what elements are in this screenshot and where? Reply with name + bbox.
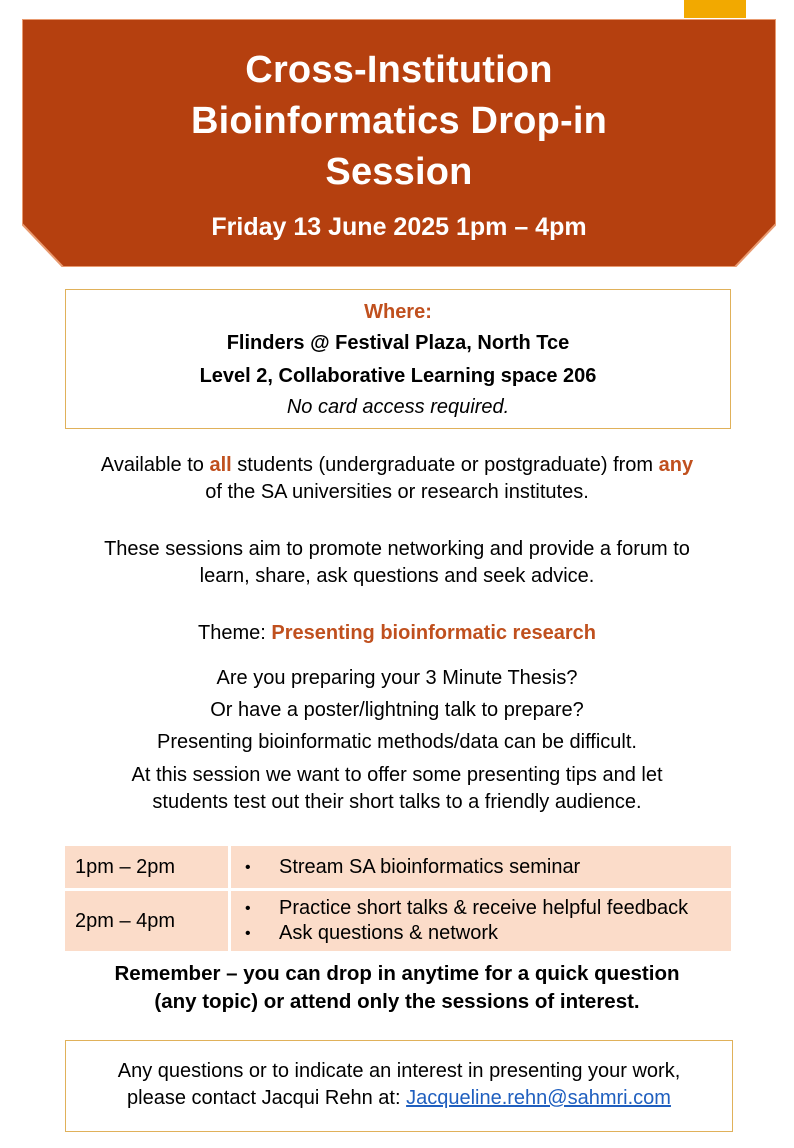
availability-text — [40, 452, 754, 506]
availability-line: of the SA universities or research institutes. — [205, 481, 589, 503]
availability-part: Available to — [100, 454, 210, 476]
aim-line: These sessions aim to promote networking and provide a forum to — [104, 538, 690, 560]
event-title — [22, 45, 776, 198]
questions-text — [40, 662, 754, 758]
location-room: Level 2, Collaborative Learning space 206 — [199, 365, 597, 387]
bullet-icon: • — [245, 858, 251, 876]
reminder-line: (any topic) or attend only the sessions of interest. — [154, 990, 640, 1013]
question-line: Presenting bioinformatic methods/data can be difficult. — [157, 731, 637, 753]
table-row — [65, 846, 731, 888]
contact-line — [66, 1085, 732, 1112]
event-title-line: Bioinformatics Drop-in — [190, 100, 608, 142]
schedule-table — [65, 843, 731, 954]
event-date: Friday 13 June 2025 1pm – 4pm — [211, 213, 587, 241]
event-title-line: Session — [325, 151, 473, 193]
schedule-items — [231, 846, 731, 888]
aim-line: learn, share, ask questions and seek advice. — [199, 565, 595, 587]
description-line: At this session we want to offer some presenting tips and let — [131, 764, 663, 786]
theme-line — [40, 620, 754, 647]
location-box — [65, 289, 731, 429]
schedule-items — [231, 891, 731, 951]
question-line: Are you preparing your 3 Minute Thesis? — [216, 667, 578, 689]
list-item — [245, 921, 730, 946]
availability-part: students (undergraduate or postgraduate) from — [231, 454, 659, 476]
question-line: Or have a poster/lightning talk to prepare? — [210, 699, 584, 721]
aim-text — [40, 536, 754, 590]
table-row — [65, 891, 731, 951]
location-label: Where: — [364, 301, 432, 323]
event-title-line: Cross-Institution — [245, 49, 553, 91]
location-note: No card access required. — [286, 396, 510, 418]
list-item — [245, 896, 730, 921]
bullet-icon: • — [245, 900, 251, 917]
reminder-text — [40, 960, 754, 1016]
contact-prefix: please contact Jacqui Rehn at: — [127, 1087, 407, 1109]
contact-email-link[interactable]: Jacqueline.rehn@sahmri.com — [406, 1087, 671, 1109]
corner-tab-decoration — [684, 0, 746, 18]
session-description — [40, 762, 754, 816]
schedule-time: 2pm – 4pm — [65, 891, 231, 951]
highlight-all: all — [209, 454, 232, 476]
location-address: Flinders @ Festival Plaza, North Tce — [226, 332, 570, 354]
highlight-any: any — [658, 454, 694, 476]
bullet-icon: • — [245, 925, 251, 942]
availability-line — [40, 452, 754, 479]
schedule-item-text: Stream SA bioinformatics seminar — [279, 855, 581, 878]
theme-label: Theme: — [198, 622, 272, 644]
list-item — [245, 855, 730, 880]
schedule-item-text: Ask questions & network — [279, 922, 498, 944]
title-banner — [22, 19, 776, 267]
contact-line: Any questions or to indicate an interest in presenting your work, — [117, 1060, 681, 1082]
schedule-item-text: Practice short talks & receive helpful feedback — [279, 897, 689, 919]
reminder-line: Remember – you can drop in anytime for a quick question — [114, 962, 680, 985]
schedule-time: 1pm – 2pm — [65, 846, 231, 888]
theme-value: Presenting bioinformatic research — [271, 622, 596, 644]
description-line: students test out their short talks to a friendly audience. — [152, 791, 642, 813]
contact-box — [65, 1040, 733, 1132]
